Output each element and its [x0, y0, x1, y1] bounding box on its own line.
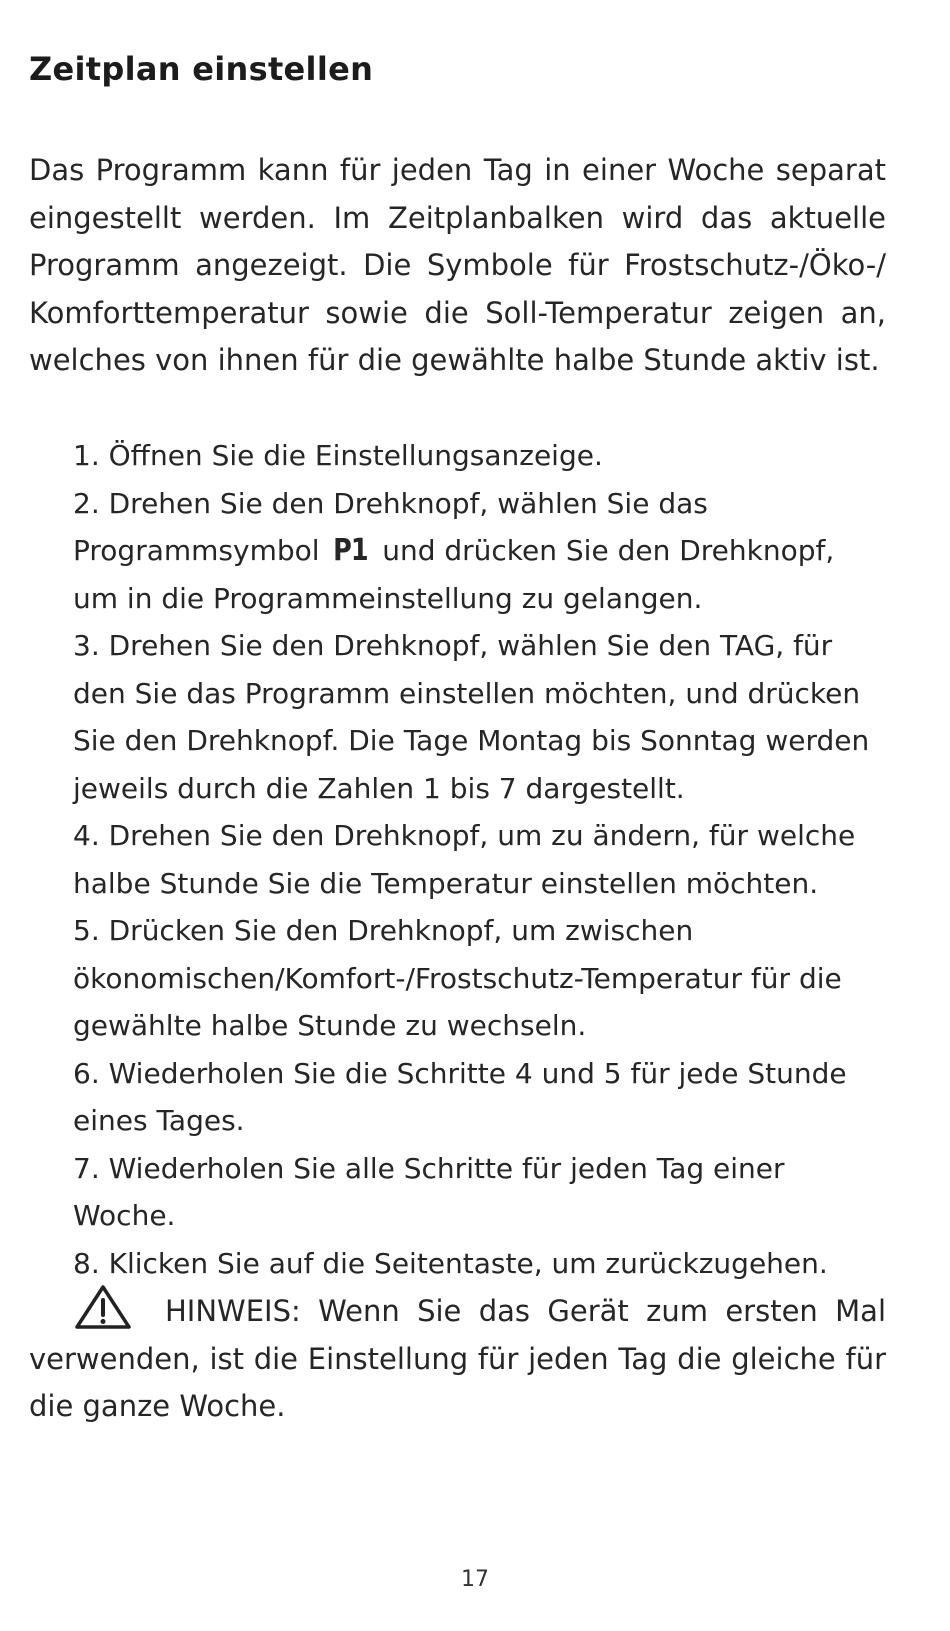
program-symbol-icon: P1 [333, 533, 369, 568]
note-text: HINWEIS: Wenn Sie das Gerät zum ersten Mal verwenden, ist die Einstellung für jeden Tag die gleiche für die ganze Woche. [29, 1294, 886, 1423]
step-3: 3. Drehen Sie den Drehknopf, wählen Sie den TAG, für den Sie das Programm einstellen möchten, und drücken Sie den Drehknopf. Die Tage Montag bis Sonntag werden jeweils durch die Zahlen 1 bis 7 dargestellt. [73, 629, 870, 805]
step-2-text-after: und drücken Sie den Drehknopf, um in die Programmeinstellung zu gelangen. [73, 534, 835, 615]
step-5: 5. Drücken Sie den Drehknopf, um zwischen ökonomischen/Komfort-/Frostschutz-Temperatur für die gewählte halbe Stunde zu wechseln. [73, 914, 842, 1042]
step-2-text-before: 2. Drehen Sie den Drehknopf, wählen Sie das Programmsymbol [73, 486, 708, 567]
page-number: 17 [461, 1567, 489, 1592]
step-7: 7. Wiederholen Sie alle Schritte für jeden Tag einer Woche. [73, 1151, 785, 1232]
step-2 [73, 480, 886, 623]
note-paragraph [29, 1283, 886, 1431]
intro-paragraph: Das Programm kann für jeden Tag in einer Woche separat eingestellt werden. Im Zeitplanbalken wird das aktuelle Programm angezeigt. Die Symbole für Frostschutz-/Öko-/ Komforttemperatur sowie die Soll-Temperatur zeigen an, welches von ihnen für die gewählte halbe Stunde aktiv ist. [29, 153, 886, 377]
step-8: 8. Klicken Sie auf die Seitentaste, um zurückzugehen. [73, 1246, 828, 1280]
step-6: 6. Wiederholen Sie die Schritte 4 und 5 für jede Stunde eines Tages. [73, 1056, 847, 1137]
section-title: Zeitplan einstellen [29, 50, 374, 88]
instruction-list [73, 432, 886, 1287]
step-1: 1. Öffnen Sie die Einstellungsanzeige. [73, 439, 603, 472]
warning-triangle-icon [73, 1283, 133, 1331]
step-4: 4. Drehen Sie den Drehknopf, um zu ändern, für welche halbe Stunde Sie die Temperatur einstellen möchten. [73, 819, 856, 900]
